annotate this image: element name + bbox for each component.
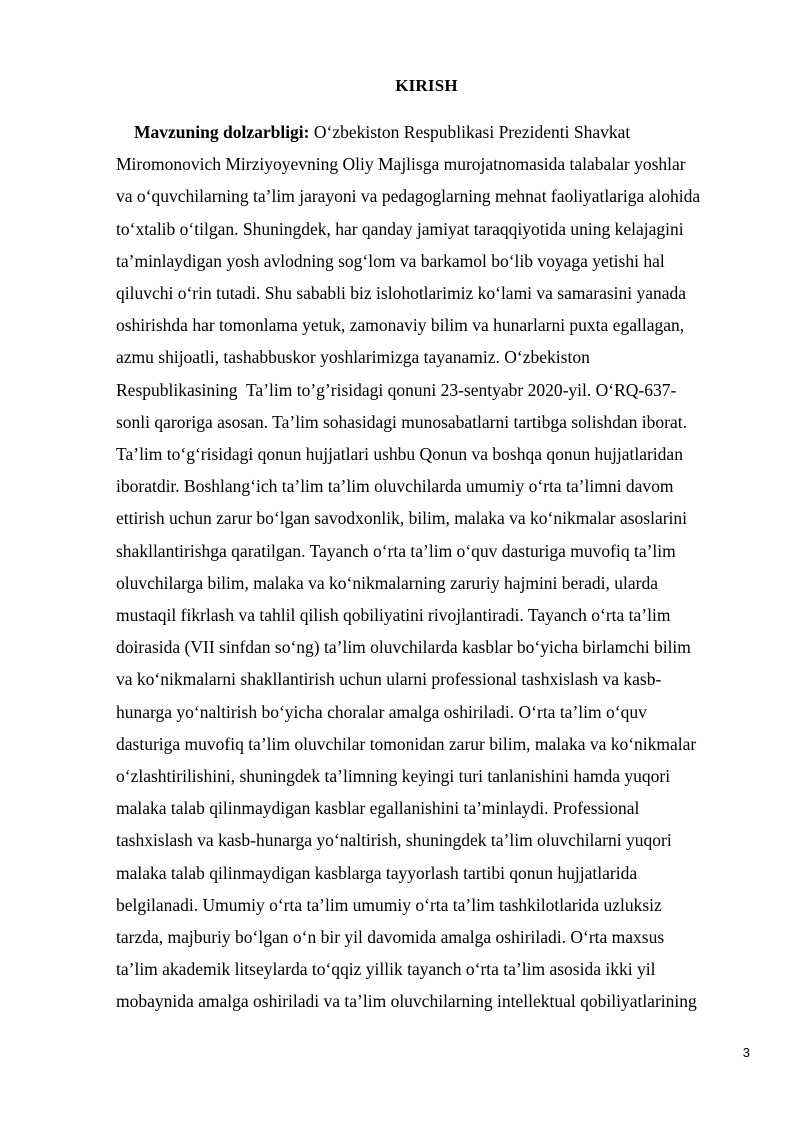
text-line: Miromonovich Mirziyoyevning Oliy Majlisga murojatnomasida talabalar yoshlar (116, 154, 686, 175)
text-line: va o‘quvchilarning ta’lim jarayoni va pedagoglarning mehnat faoliyatlariga alohida (116, 186, 701, 207)
text-line: tarzda, majburiy bo‘lgan o‘n bir yil davomida amalga oshiriladi. O‘rta maxsus (116, 927, 665, 948)
text-line: va ko‘nikmalarni shakllantirish uchun ularni professional tashxislash va kasb- (116, 669, 662, 690)
text-line: oluvchilarga bilim, malaka va ko‘nikmalarning zaruriy hajmini beradi, ularda (116, 572, 658, 593)
text-line: dasturiga muvofiq ta’lim oluvchilar tomonidan zarur bilim, malaka va ko‘nikmalar (116, 733, 697, 754)
text-line: shakllantirishga qaratilgan. Tayanch o‘rta ta’lim o‘quv dasturiga muvofiq ta’lim (116, 540, 676, 561)
text-line: iboratdir. Boshlang‘ich ta’lim ta’lim oluvchilarda umumiy o‘rta ta’limni davom (116, 476, 674, 497)
page-number: 3 (742, 1045, 750, 1060)
text-line: to‘xtalib o‘tilgan. Shuningdek, har qanday jamiyat taraqqiyotida uning kelajagini (116, 218, 684, 239)
text-line: malaka talab qilinmaydigan kasblarga tayyorlash tartibi qonun hujjatlarida (116, 862, 638, 883)
text-line: hunarga yo‘naltirish bo‘yicha choralar amalga oshiriladi. O‘rta ta’lim o‘quv (116, 701, 647, 722)
text-line: o‘zlashtirilishini, shuningdek ta’limning keyingi turi tanlanishini hamda yuqori (116, 766, 671, 787)
text-line: ta’lim akademik litseylarda to‘qqiz yillik tayanch o‘rta ta’lim asosida ikki yil (116, 959, 656, 980)
text-line: azmu shijoatli, tashabbuskor yoshlarimizga tayanamiz. O‘zbekiston (116, 347, 590, 368)
body-paragraph (116, 116, 746, 1018)
text-line: Respublikasining Ta’lim to’g’risidagi qonuni 23-sentyabr 2020-yil. O‘RQ-637- (116, 379, 677, 400)
first-line-text: O‘zbekiston Respublikasi Prezidenti Shavkat (313, 122, 631, 142)
text-line: oshirishda har tomonlama yetuk, zamonaviy bilim va hunarlarni puxta egallagan, (116, 315, 685, 336)
text-line: qiluvchi o‘rin tutadi. Shu sababli biz islohotlarimiz ko‘lami va samarasini yanada (116, 283, 687, 304)
page-title: KIRISH (395, 76, 458, 95)
text-line: belgilanadi. Umumiy o‘rta ta’lim umumiy o‘rta ta’lim tashkilotlarida uzluksiz (116, 894, 662, 915)
text-line: ta’minlaydigan yosh avlodning sog‘lom va barkamol bo‘lib voyaga yetishi hal (116, 250, 665, 271)
text-line: doirasida (VII sinfdan so‘ng) ta’lim oluvchilarda kasblar bo‘yicha birlamchi bilim (116, 637, 691, 658)
paragraph-first-line (116, 116, 746, 148)
text-line: mobaynida amalga oshiriladi va ta’lim oluvchilarning intellektual qobiliyatlarining (116, 991, 697, 1012)
text-line: tashxislash va kasb-hunarga yo‘naltirish, shuningdek ta’lim oluvchilarni yuqori (116, 830, 672, 851)
text-line: malaka talab qilinmaydigan kasblar egallanishini ta’minlaydi. Professional (116, 798, 640, 819)
lead-label: Mavzuning dolzarbligi: (134, 122, 310, 142)
text-line: mustaqil fikrlash va tahlil qilish qobiliyatini rivojlantiradi. Tayanch o‘rta ta’lim (116, 605, 671, 626)
text-line: sonli qaroriga asosan. Ta’lim sohasidagi munosabatlarni tartibga solishdan iborat. (116, 411, 687, 432)
text-line: Ta’lim to‘g‘risidagi qonun hujjatlari ushbu Qonun va boshqa qonun hujjatlaridan (116, 444, 683, 465)
text-line: ettirish uchun zarur bo‘lgan savodxonlik, bilim, malaka va ko‘nikmalar asoslarini (116, 508, 688, 529)
